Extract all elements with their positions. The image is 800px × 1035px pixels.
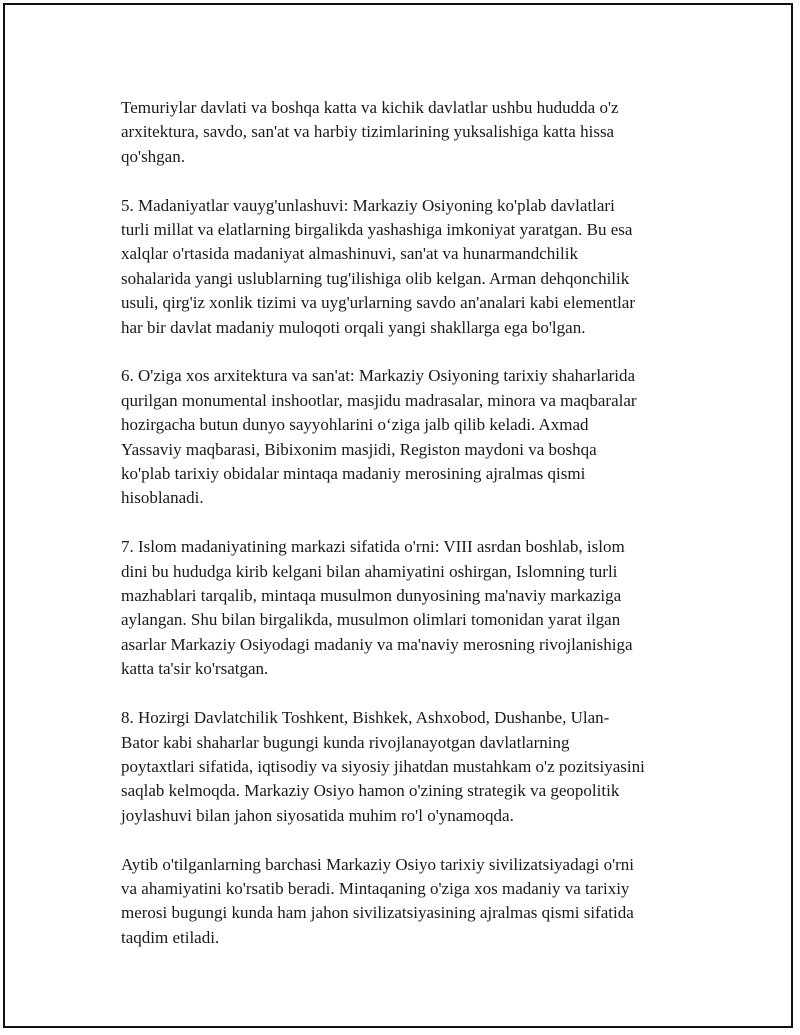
document-body bbox=[121, 96, 701, 975]
document-page bbox=[3, 3, 793, 1028]
paragraph-point-6: 6. O'ziga xos arxitektura va san'at: Markaziy Osiyoning tarixiy shaharlarida qurilgan monumental inshootlar, masjidu madrasalar, minora va maqbaralar hozirgacha butun dunyo sayyohlarini o‘ziga jalb qilib keladi. Axmad Yassaviy maqbarasi, Bibixonim masjidi, Registon maydoni va boshqa ko'plab tarixiy obidalar mintaqa madaniy merosining ajralmas qismi hisoblanadi. bbox=[121, 366, 637, 508]
paragraph-intro: Temuriylar davlati va boshqa katta va kichik davlatlar ushbu hududda o'z arxitektura, savdo, san'at va harbiy tizimlarining yuksalishiga katta hissa qo'shgan. bbox=[121, 98, 619, 166]
paragraph-point-7: 7. Islom madaniyatining markazi sifatida o'rni: VIII asrdan boshlab, islom dini bu hududga kirib kelgani bilan ahamiyatini oshirgan, Islomning turli mazhablari tarqalib, mintaqa musulmon dunyosining ma'naviy markaziga aylangan. Shu bilan birgalikda, musulmon olimlari tomonidan yarat ilgan asarlar Markaziy Osiyodagi madaniy va ma'naviy merosning rivojlanishiga katta ta'sir ko'rsatgan. bbox=[121, 537, 633, 679]
paragraph-conclusion: Aytib o'tilganlarning barchasi Markaziy Osiyo tarixiy sivilizatsiyadagi o'rni va ahamiyatini ko'rsatib beradi. Mintaqaning o'ziga xos madaniy va tarixiy merosi bugungi kunda ham jahon sivilizatsiyasining ajralmas qismi sifatida taqdim etiladi. bbox=[121, 854, 635, 947]
paragraph-point-5: 5. Madaniyatlar vauyg'unlashuvi: Markaziy Osiyoning ko'plab davlatlari turli millat va elatlarning birgalikda yashashiga imkoniyat yaratgan. Bu esa xalqlar o'rtasida madaniyat almashinuvi, san'at va hunarmandchilik sohalarida yangi uslublarning tug'ilishiga olib kelgan. Arman dehqonchilik usuli, qirg'iz xonlik tizimi va uyg'urlarning savdo an'analari kabi elementlar har bir davlat madaniy muloqoti orqali yangi shakllarga ega bo'lgan. bbox=[121, 195, 636, 337]
paragraph-point-8: 8. Hozirgi Davlatchilik Toshkent, Bishkek, Ashxobod, Dushanbe, Ulan- Bator kabi shaharlar bugungi kunda rivojlanayotgan davlatlarning poytaxtlari sifatida, iqtisodiy va siyosiy jihatdan mustahkam o'z pozitsiyasini saqlab kelmoqda. Markaziy Osiyo hamon o'zining strategik va geopolitik joylashuvi bilan jahon siyosatida muhim ro'l o'ynamoqda. bbox=[121, 708, 645, 825]
